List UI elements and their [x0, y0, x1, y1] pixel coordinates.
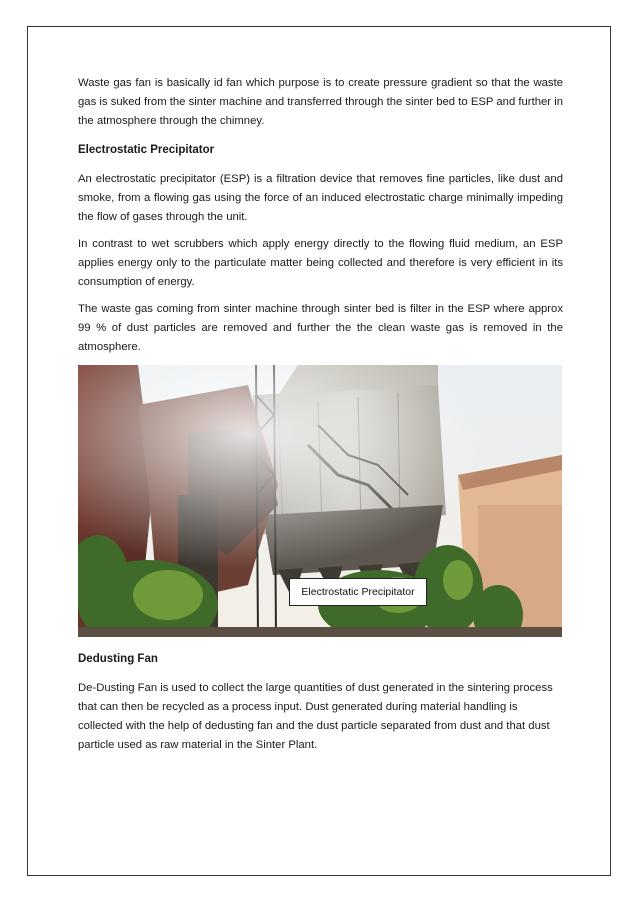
dedusting-section: [78, 650, 563, 755]
photo-caption: Electrostatic Precipitator: [289, 578, 427, 606]
esp-photo: [78, 365, 562, 637]
document-body: [78, 74, 563, 357]
paragraph-esp-contrast: In contrast to wet scrubbers which apply energy directly to the flowing fluid medium, an ESP applies energy only to the particulate matter being collected and therefore is very efficient in its consumption of energy.: [78, 238, 563, 288]
paragraph-esp-definition: An electrostatic precipitator (ESP) is a filtration device that removes fine particles, like dust and smoke, from a flowing gas using the force of an induced electrostatic charge minimally impeding the flow of gases through the unit.: [78, 173, 563, 223]
paragraph-dedusting: De-Dusting Fan is used to collect the large quantities of dust generated in the sintering process that can then be recycled as a process input. Dust generated during material handling is collected with the help of dedusting fan and the dust particle separated from dust and that dust particle used as raw material in the Sinter Plant.: [78, 682, 553, 751]
paragraph-esp-process: The waste gas coming from sinter machine through sinter bed is filter in the ESP where approx 99 % of dust particles are removed and further the the clean waste gas is removed in the atmosphere.: [78, 303, 563, 353]
heading-dedusting-fan: Dedusting Fan: [78, 653, 158, 665]
paragraph-waste-gas-fan: Waste gas fan is basically id fan which purpose is to create pressure gradient so that the waste gas is suked from the sinter machine and transferred through the sinter bed to ESP and further in the atmosphere through the chimney.: [78, 77, 563, 127]
heading-electrostatic-precipitator: Electrostatic Precipitator: [78, 144, 215, 156]
